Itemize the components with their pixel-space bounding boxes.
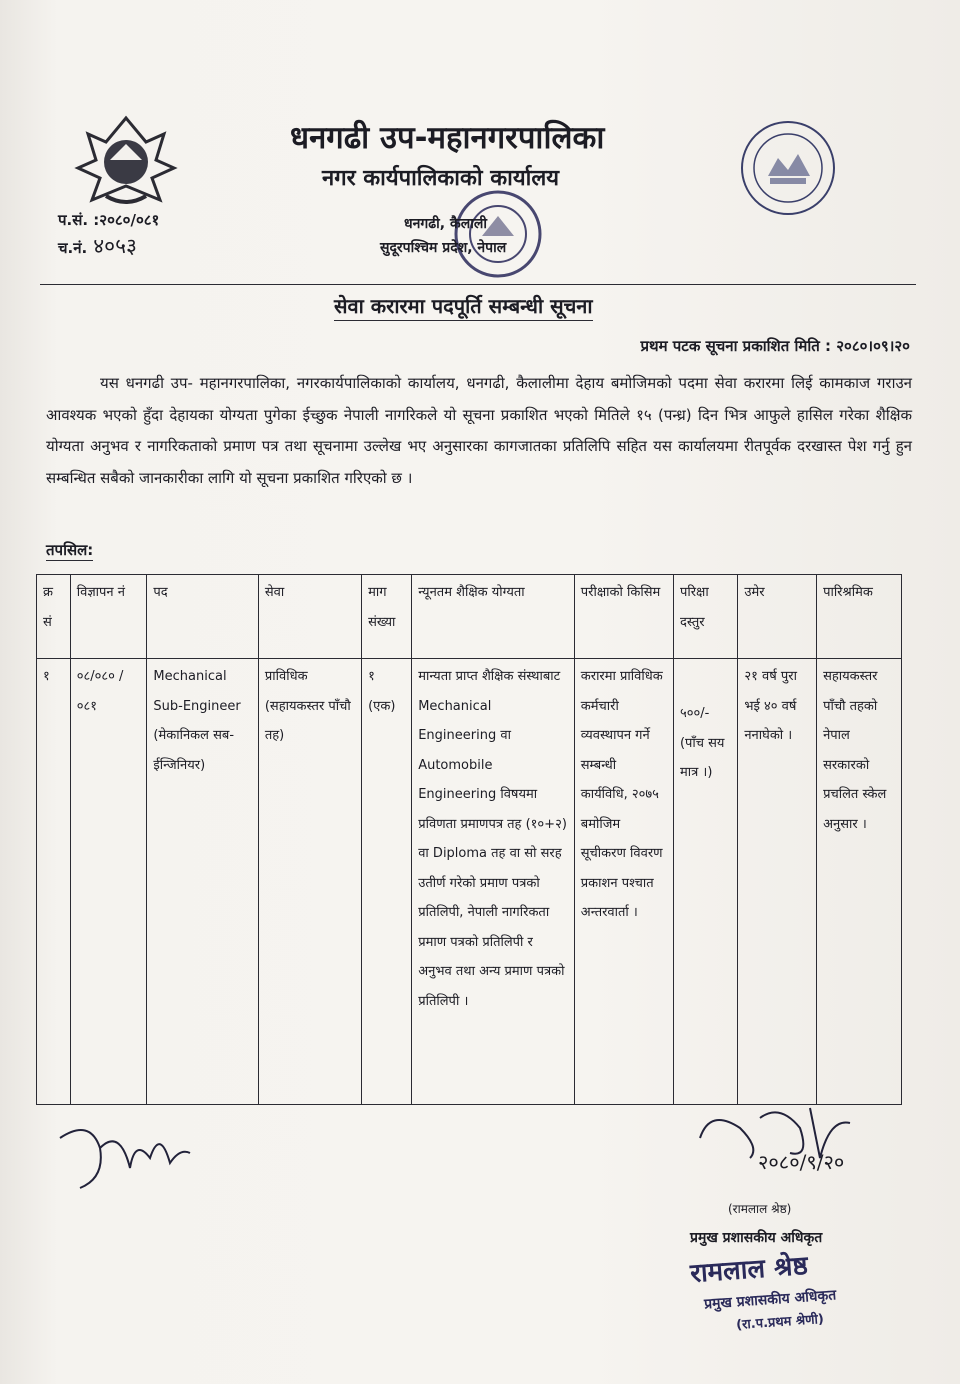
office-title: नगर कार्यपालिकाको कार्यालय [322, 166, 559, 191]
name-stamp: रामलाल श्रेष्ठ [689, 1250, 809, 1290]
table-cell: Mechanical Sub-Engineer (मेकानिकल सब-ईन्जिनियर) [147, 659, 258, 1105]
table-header-row [37, 575, 902, 659]
col-header: उमेर [738, 575, 817, 659]
signature-date: २०८०/९/२० [758, 1150, 845, 1174]
municipality-title: धनगढी उप-महानगरपालिका [290, 120, 605, 156]
address-line-1: धनगढी, कैलाली [404, 216, 487, 232]
ref-label: प.सं. : [58, 211, 100, 229]
col-header: विज्ञापन नं [70, 575, 147, 659]
table-cell: करारमा प्राविधिक कर्मचारी व्यवस्थापन गर्ने सम्बन्धी कार्यविधि, २०७५ बमोजिम सूचीकरण विवरण प्रकाशन पश्चात अन्तरवार्ता । [574, 659, 673, 1105]
left-signature-icon [50, 1108, 200, 1198]
published-date: प्रथम पटक सूचना प्रकाशित मिति : २०८०।०९।२० [640, 337, 910, 355]
details-label: तपसिल: [46, 541, 94, 559]
designation-stamp: प्रमुख प्रशासकीय अधिकृत [703, 1287, 837, 1313]
municipality-seal-icon [738, 118, 838, 218]
col-header: परिक्षा दस्तुर [673, 575, 737, 659]
signatory-name: (रामलाल श्रेष्ठ) [728, 1202, 792, 1216]
address-line-2: सुदूरपश्चिम प्रदेश, नेपाल [380, 240, 507, 256]
divider [40, 284, 916, 285]
notice-body: यस धनगढी उप- महानगरपालिका, नगरकार्यपालिकाको कार्यालय, धनगढी, कैलालीमा देहाय बमोजिमको पदमा सेवा करारमा लिई कामकाज गराउन आवश्यक भएको हुँदा देहायका योग्यता पुगेका ईच्छुक नेपाली नागरिकले यो सूचना प्रकाशित भएको मितिले १५ (पन्ध्र) दिन भित्र आफुले हासिल गरेका शैक्षिक योग्यता अनुभव र नागरिकताको प्रमाण पत्र तथा सूचनामा उल्लेख भए अनुसारका कागजातका प्रतिलिपि सहित यस कार्यालयमा रीतपूर्वक दरखास्त पेश गर्नु हुन सम्बन्धित सबैको जानकारीका लागि यो सूचना प्रकाशित गरिएको छ । [46, 374, 912, 487]
table-cell: ५००/- (पाँच सय मात्र ।) [673, 659, 737, 1105]
signatory-title: प्रमुख प्रशासकीय अधिकृत [690, 1230, 823, 1246]
ref-value: २०८०/०८१ [99, 211, 160, 229]
table-cell: २१ वर्ष पुरा भई ४० वर्ष ननाघेको । [738, 659, 817, 1105]
col-header: पारिश्रमिक [817, 575, 902, 659]
reference-number [58, 210, 159, 230]
table-cell: १ (एक) [362, 659, 412, 1105]
nepal-emblem-icon [66, 112, 186, 212]
table-cell: प्राविधिक (सहायकस्तर पाँचौ तह) [258, 659, 361, 1105]
col-header: पद [147, 575, 258, 659]
table-cell: १ [37, 659, 71, 1105]
dispatch-label: च.नं. [58, 239, 88, 257]
vacancy-table [36, 574, 902, 1105]
col-header: माग संख्या [362, 575, 412, 659]
col-header: न्यूनतम शैक्षिक योग्यता [412, 575, 575, 659]
col-header: क्र सं [37, 575, 71, 659]
table-cell: सहायकस्तर पाँचौ तहको नेपाल सरकारको प्रचलित स्केल अनुसार । [817, 659, 902, 1105]
table-cell: मान्यता प्राप्त शैक्षिक संस्थाबाट Mechanical Engineering वा Automobile Engineering विषयमा प्रविणता प्रमाणपत्र तह (१०+२) वा Diploma तह वा सो सरह उतीर्ण गरेको प्रमाण पत्रको प्रतिलिपी, नेपाली नागरिकता प्रमाण पत्रको प्रतिलिपी र अनुभव तथा अन्य प्रमाण पत्रको प्रतिलिपी । [412, 659, 575, 1105]
notice-subject: सेवा करारमा पदपूर्ति सम्बन्धी सूचना [334, 292, 593, 321]
table-row [37, 659, 902, 1105]
col-header: सेवा [258, 575, 361, 659]
dispatch-number [58, 232, 137, 260]
col-header: परीक्षाको किसिम [574, 575, 673, 659]
class-stamp: (रा.प.प्रथम श्रेणी) [735, 1311, 825, 1334]
dispatch-value: ४०५३ [93, 234, 137, 258]
table-cell: ०८/०८० /०८१ [70, 659, 147, 1105]
